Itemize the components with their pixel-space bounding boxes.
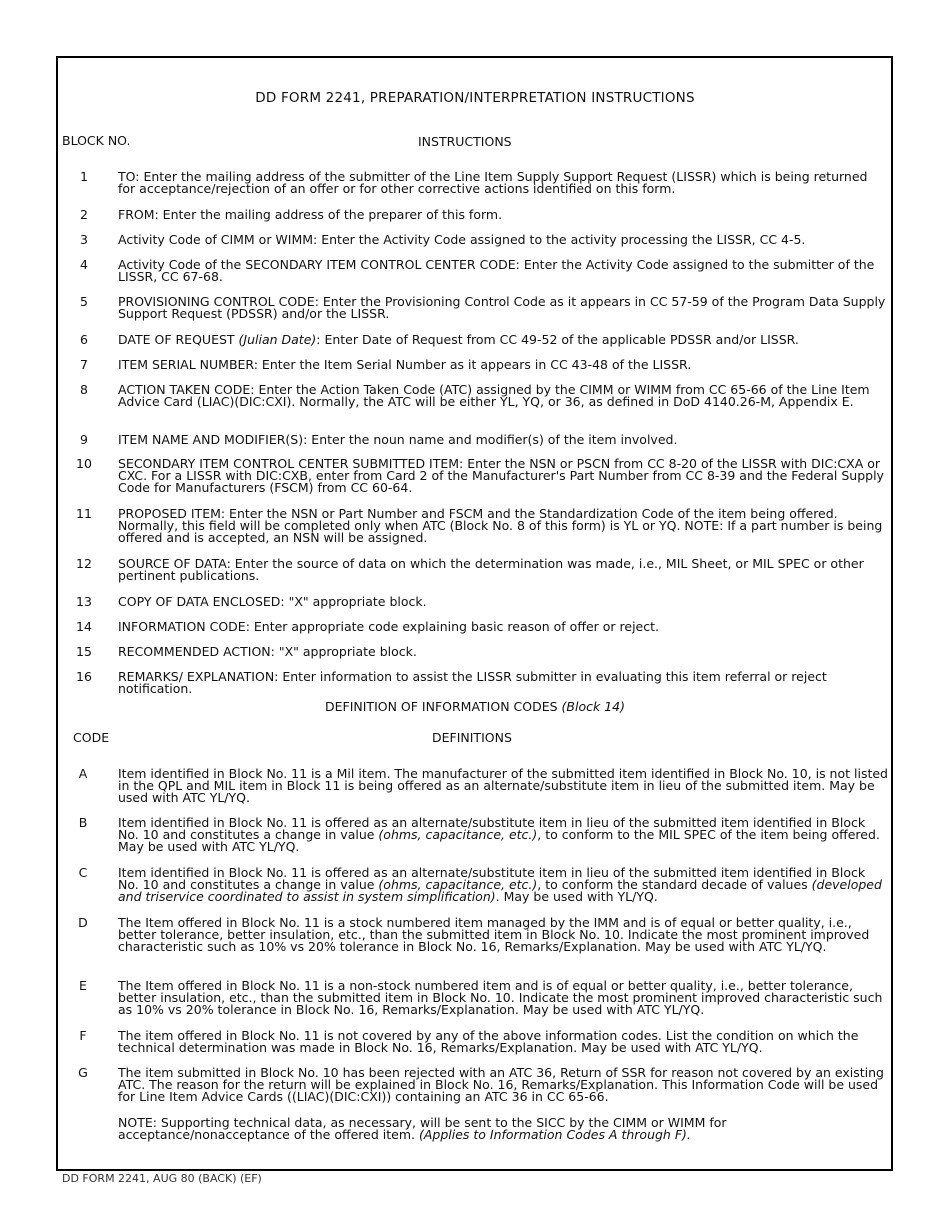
block-text: PROPOSED ITEM: Enter the NSN or Part Number and FSCM and the Standardization Code of the item being offered. Normally, this field will be completed only when ATC (Block No. 8 of this form) is YL or YQ. NOTE: If a part number is being offered and is accepted, an NSN will be assigned. xyxy=(118,506,883,545)
form-footer: DD FORM 2241, AUG 80 (BACK) (EF) xyxy=(62,1172,262,1185)
block-text: SECONDARY ITEM CONTROL CENTER SUBMITTED ITEM: Enter the NSN or PSCN from CC 8-20 of the LISSR with DIC:CXA or CXC. For a LISSR with DIC:CXB, enter from Card 2 of the Manufacturer's Part Number from CC 8-39 and the Federal Supply Code for Manufacturers (FSCM) from CC 60-64. xyxy=(118,456,884,495)
code-definition: The Item offered in Block No. 11 is a stock numbered item managed by the IMM and is of equal or better quality, i.e., better tolerance, better insulation, etc., than the submitted item in Block No. 10. Indicate the most prominent improved characteristic such as 10% vs 20% tolerance in Block No. 16, Remarks/Explanation. May be used with ATC YL/YQ. xyxy=(118,915,870,954)
block-text: PROVISIONING CONTROL CODE: Enter the Provisioning Control Code as it appears in CC 57-59 of the Program Data Supply Support Request (PDSSR) and/or the LISSR. xyxy=(118,294,886,321)
block-number: 5 xyxy=(80,294,88,309)
code-header: CODE xyxy=(73,730,110,745)
instructions-header: INSTRUCTIONS xyxy=(418,134,512,149)
block-number: 1 xyxy=(80,169,88,184)
block-number: 12 xyxy=(76,556,92,571)
block-number: 14 xyxy=(76,619,92,634)
block-number: 13 xyxy=(76,594,92,609)
code-definition: Item identified in Block No. 11 is a Mil item. The manufacturer of the submitted item identified in Block No. 10, is not listed in the QPL and MIL item in Block 11 is being offered as an alternate/substitute item in lieu of the submitted item. May be used with ATC YL/YQ. xyxy=(118,766,888,805)
block-number: 4 xyxy=(80,257,88,272)
block-number: 2 xyxy=(80,207,88,222)
codes-section-title: DEFINITION OF INFORMATION CODES (Block 14) xyxy=(325,699,625,714)
block-number: 3 xyxy=(80,232,88,247)
block-number: 11 xyxy=(76,506,92,521)
block-text: INFORMATION CODE: Enter appropriate code explaining basic reason of offer or reject. xyxy=(118,619,659,634)
block-text: DATE OF REQUEST (Julian Date): Enter Date of Request from CC 49-52 of the applicable PDSSR and/or LISSR. xyxy=(118,332,799,347)
block-text: ITEM SERIAL NUMBER: Enter the Item Serial Number as it appears in CC 43-48 of the LISSR. xyxy=(118,357,692,372)
block-text: FROM: Enter the mailing address of the preparer of this form. xyxy=(118,207,503,222)
code-letter: G xyxy=(78,1065,88,1080)
block-number: 7 xyxy=(80,357,88,372)
block-no-header: BLOCK NO. xyxy=(62,133,131,148)
block-number: 6 xyxy=(80,332,88,347)
definitions-header: DEFINITIONS xyxy=(432,730,512,745)
code-letter: C xyxy=(78,865,88,880)
code-definition: The item offered in Block No. 11 is not covered by any of the above information codes. List the condition on which the technical determination was made in Block No. 16, Remarks/Explanation. May be used with ATC YL/YQ. xyxy=(118,1028,859,1055)
block-number: 9 xyxy=(80,432,88,447)
code-letter: F xyxy=(79,1028,87,1043)
code-definition: Item identified in Block No. 11 is offered as an alternate/substitute item in lieu of the submitted item identified in Block No. 10 and constitutes a change in value (ohms, capacitance, etc.), to conform to the MIL SPEC of the item being offered. May be used with ATC YL/YQ. xyxy=(118,815,880,854)
block-text: ACTION TAKEN CODE: Enter the Action Taken Code (ATC) assigned by the CIMM or WIMM from CC 65-66 of the Line Item Advice Card (LIAC)(DIC:CXI). Normally, the ATC will be either YL, YQ, or 36, as defined in DoD 4140.26-M, Appendix E. xyxy=(118,382,870,409)
code-definition: The Item offered in Block No. 11 is a non-stock numbered item and is of equal or better quality, i.e., better tolerance, better insulation, etc., than the submitted item in Block No. 10. Indicate the most prominent improved characteristic such as 10% vs 20% tolerance in Block No. 16, Remarks/Explanation. May be used with ATC YL/YQ. xyxy=(118,978,883,1017)
block-text: TO: Enter the mailing address of the submitter of the Line Item Supply Support Request (LISSR) which is being returned for acceptance/rejection of an offer or for other corrective actions identified on this form. xyxy=(118,169,868,196)
block-text: Activity Code of the SECONDARY ITEM CONTROL CENTER CODE: Enter the Activity Code assigned to the submitter of the LISSR, CC 67-68. xyxy=(118,257,875,284)
block-text: COPY OF DATA ENCLOSED: "X" appropriate block. xyxy=(118,594,427,609)
code-definition: Item identified in Block No. 11 is offered as an alternate/substitute item in lieu of the submitted item identified in Block No. 10 and constitutes a change in value (ohms, capacitance, etc.), to conform the standard decade of values (developed and triservice coordinated to assist in system simplification). May be used with YL/YQ. xyxy=(118,865,882,904)
block-text: REMARKS/ EXPLANATION: Enter information to assist the LISSR submitter in evaluating this item referral or reject notification. xyxy=(118,669,827,696)
note-text: NOTE: Supporting technical data, as necessary, will be sent to the SICC by the CIMM or WIMM for acceptance/nonacceptance of the offered item. (Applies to Information Codes A through F). xyxy=(118,1115,727,1142)
block-number: 10 xyxy=(76,456,92,471)
code-letter: B xyxy=(78,815,88,830)
block-text: Activity Code of CIMM or WIMM: Enter the Activity Code assigned to the activity processing the LISSR, CC 4-5. xyxy=(118,232,806,247)
code-letter: E xyxy=(79,978,87,993)
block-number: 16 xyxy=(76,669,92,684)
block-number: 15 xyxy=(76,644,92,659)
code-letter: A xyxy=(78,766,88,781)
code-letter: D xyxy=(78,915,88,930)
block-text: SOURCE OF DATA: Enter the source of data on which the determination was made, i.e., MIL Sheet, or MIL SPEC or other pertinent publications. xyxy=(118,556,864,583)
form-title: DD FORM 2241, PREPARATION/INTERPRETATION INSTRUCTIONS xyxy=(255,90,695,106)
block-number: 8 xyxy=(80,382,88,397)
block-text: ITEM NAME AND MODIFIER(S): Enter the noun name and modifier(s) of the item involved. xyxy=(118,432,678,447)
block-text: RECOMMENDED ACTION: "X" appropriate block. xyxy=(118,644,417,659)
code-definition: The item submitted in Block No. 10 has been rejected with an ATC 36, Return of SSR for reason not covered by an existing ATC. The reason for the return will be explained in Block No. 16, Remarks/Explanation. This Information Code will be used for Line Item Advice Cards ((LIAC)(DIC:CXI)) containing an ATC 36 in CC 65-66. xyxy=(118,1065,884,1104)
